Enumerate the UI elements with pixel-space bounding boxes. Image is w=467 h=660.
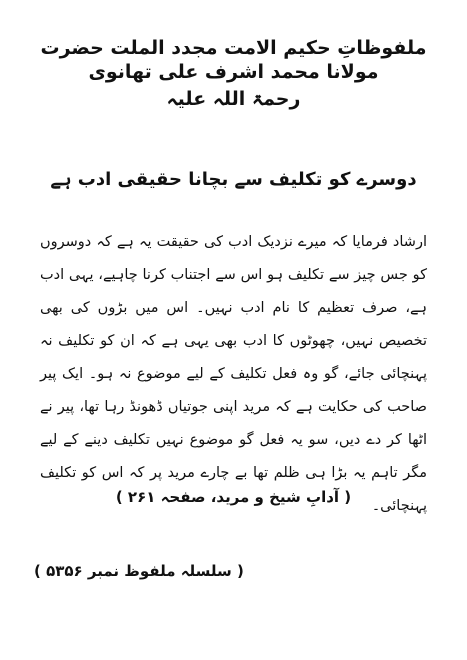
source-reference: ( آدابِ شیخ و مرید، صفحہ ۲۶۱ ) [115,488,352,506]
series-number: ( سلسلہ ملفوظ نمبر ۵۳۵۶ ) [34,562,244,580]
article-body: ارشاد فرمایا کہ میرے نزدیک ادب کی حقیقت یہ ہے کہ دوسروں کو جس چیز سے تکلیف ہو اس سے اجتناب کرنا چاہیے، یہی ادب ہے، صرف تعظیم کا نام ادب نہیں۔ اس میں بڑوں کی بھی تخصیص نہیں، چھوٹوں کا ادب بھی یہی ہے کہ ان کو تکلیف نہ پہنچائی جائے، گو وہ فعل تکلیف کے لیے موضوع نہ ہو۔ ایک پیر صاحب کی حکایت ہے کہ مرید اپنی جوتیاں ڈھونڈ رہا تھا، پیر نے اٹھا کر دے دیں، سو یہ فعل گو موضوع نہیں تکلیف دینے کے لیے مگر تاہم یہ بڑا ہی ظلم تھا بے چارے مرید پر کہ اس کو تکلیف پہنچائی۔ [40,234,427,514]
header-subtitle: رحمۃ اللہ علیہ [166,88,301,110]
article-title: دوسرے کو تکلیف سے بچانا حقیقی ادب ہے [50,169,417,190]
header-title: ملفوظاتِ حکیم الامت مجدد الملت حضرت مولانا محمد اشرف علی تھانوی [40,37,427,83]
